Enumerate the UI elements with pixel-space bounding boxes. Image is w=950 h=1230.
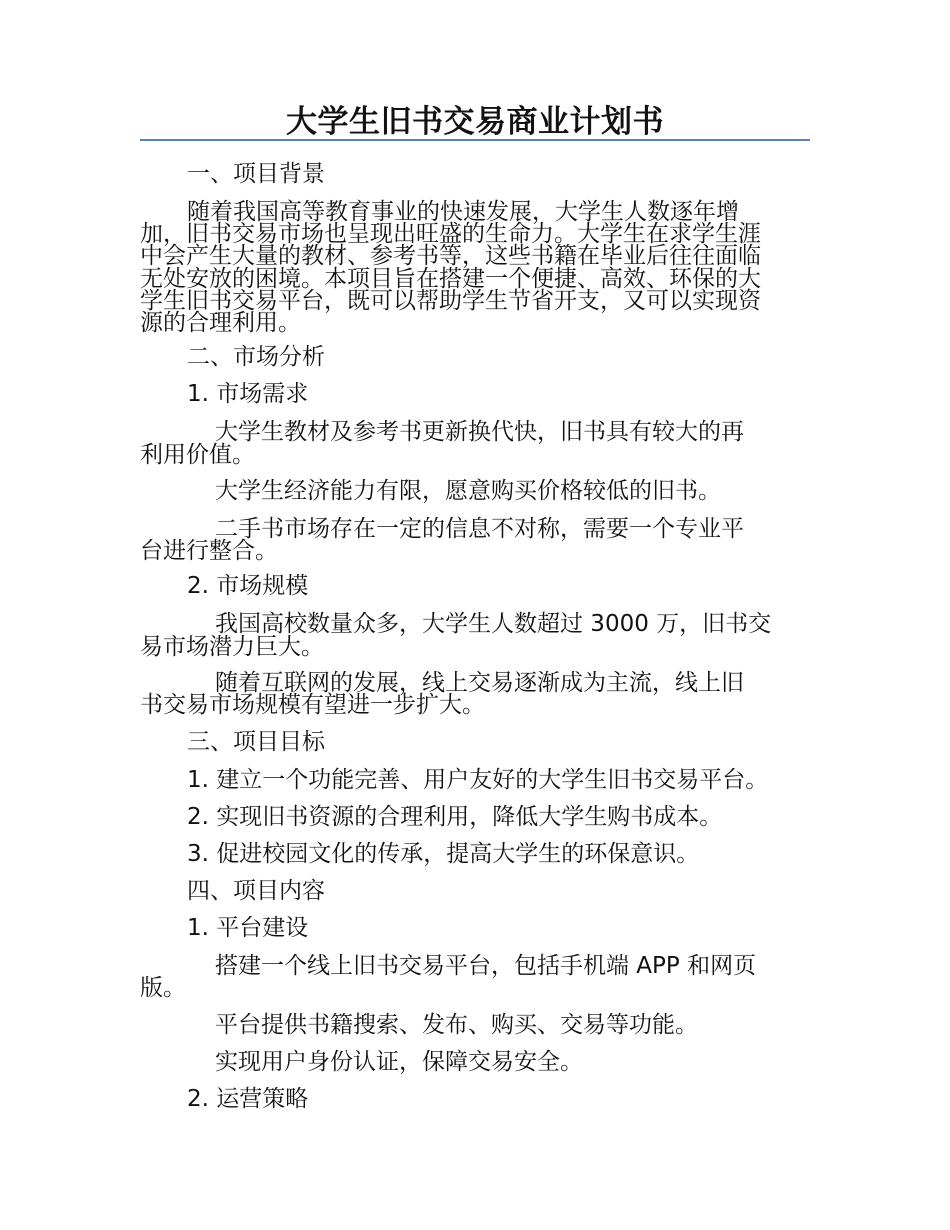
- section-heading-background: 一、项目背景: [187, 161, 325, 187]
- title-underline: [140, 139, 810, 141]
- demand-paragraph-line: 台进行整合。: [140, 538, 278, 564]
- background-paragraph-line: 随着我国高等教育事业的快速发展，大学生人数逐年增: [187, 199, 739, 225]
- subheading-market-demand: 1. 市场需求: [187, 381, 309, 407]
- section-heading-project-content: 四、项目内容: [187, 878, 325, 904]
- subheading-operation-strategy: 2. 运营策略: [187, 1086, 309, 1112]
- scale-paragraph-line: 易市场潜力巨大。: [140, 634, 324, 660]
- subheading-platform-construction: 1. 平台建设: [187, 915, 309, 941]
- demand-paragraph-line: 大学生经济能力有限，愿意购买价格较低的旧书。: [215, 478, 721, 504]
- goal-item: 1. 建立一个功能完善、用户友好的大学生旧书交易平台。: [187, 767, 769, 793]
- section-heading-project-goals: 三、项目目标: [187, 729, 325, 755]
- scale-paragraph-line: 随着互联网的发展，线上交易逐渐成为主流，线上旧: [215, 670, 744, 696]
- platform-paragraph-line: 实现用户身份认证，保障交易安全。: [215, 1049, 583, 1075]
- scale-paragraph-line: 我国高校数量众多，大学生人数超过 3000 万，旧书交: [215, 611, 772, 637]
- subheading-market-scale: 2. 市场规模: [187, 573, 309, 599]
- platform-paragraph-line: 版。: [140, 975, 186, 1001]
- document-title: 大学生旧书交易商业计划书: [286, 104, 664, 140]
- background-paragraph-line: 中会产生大量的教材、参考书等，这些书籍在毕业后往往面临: [140, 243, 761, 269]
- goal-item: 2. 实现旧书资源的合理利用，降低大学生购书成本。: [187, 804, 723, 830]
- platform-paragraph-line: 平台提供书籍搜索、发布、购买、交易等功能。: [215, 1012, 698, 1038]
- background-paragraph-line: 学生旧书交易平台，既可以帮助学生节省开支，又可以实现资: [140, 288, 761, 314]
- scale-paragraph-line: 书交易市场规模有望进一步扩大。: [140, 692, 485, 718]
- demand-paragraph-line: 大学生教材及参考书更新换代快，旧书具有较大的再: [215, 419, 744, 445]
- background-paragraph-line: 无处安放的困境。本项目旨在搭建一个便捷、高效、环保的大: [140, 266, 761, 292]
- goal-item: 3. 促进校园文化的传承，提高大学生的环保意识。: [187, 841, 700, 867]
- background-paragraph-line: 加，旧书交易市场也呈现出旺盛的生命力。大学生在求学生涯: [140, 221, 761, 247]
- demand-paragraph-line: 利用价值。: [140, 442, 255, 468]
- platform-paragraph-line: 搭建一个线上旧书交易平台，包括手机端 APP 和网页: [215, 953, 757, 979]
- demand-paragraph-line: 二手书市场存在一定的信息不对称，需要一个专业平: [215, 516, 744, 542]
- section-heading-market-analysis: 二、市场分析: [187, 344, 325, 370]
- background-paragraph-line: 源的合理利用。: [140, 310, 301, 336]
